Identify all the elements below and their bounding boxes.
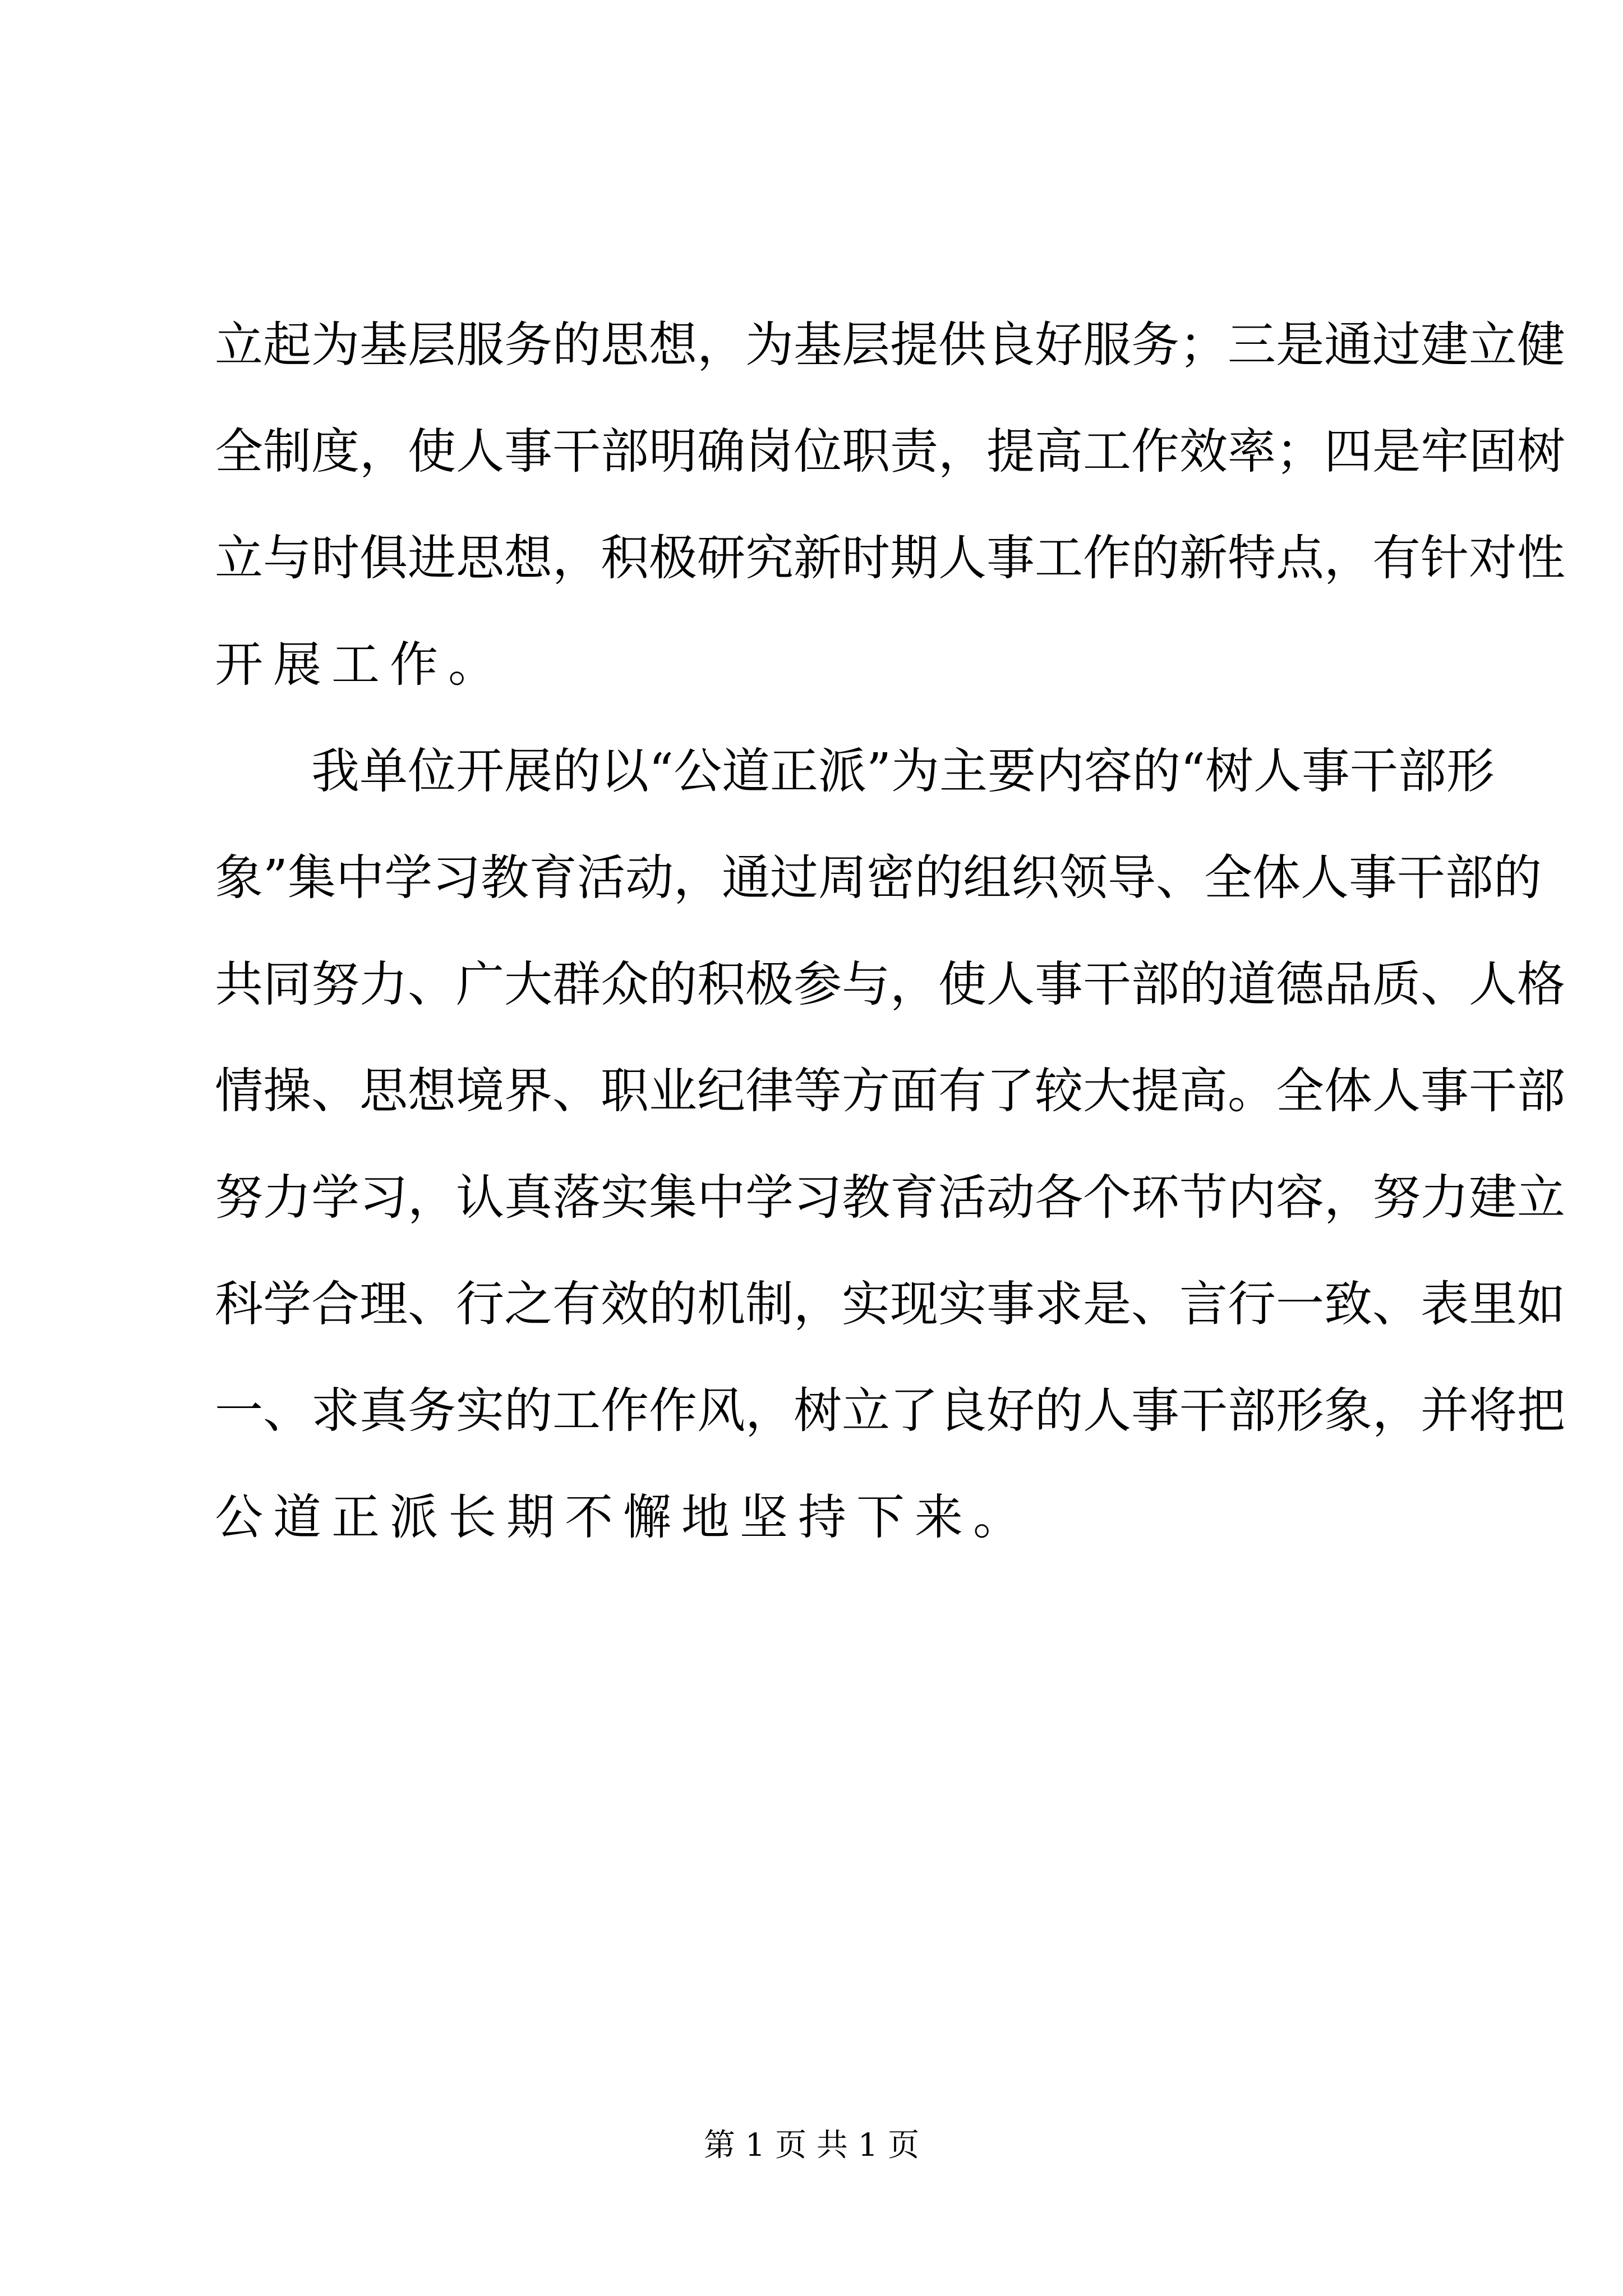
page-number-footer: 第 1 页 共 1 页 <box>703 2127 920 2164</box>
paragraph-2-line-3: 共 同 努 力 、 广 大 群 众 的 积 极 参 与 ， 使 人 事 干 部 的 道 德 品 质 、 人 格 <box>215 956 1565 1013</box>
paragraph-2-line-2: 象 ” 集 中 学 习 教 育 活 动 ， 通 过 周 密 的 组 织 领 导 、 全 体 人 事 干 部 的 <box>215 850 1542 906</box>
paragraph-2-line-7: 一 、 求 真 务 实 的 工 作 作 风 ， 树 立 了 良 好 的 人 事 干 部 形 象 ， 并 将 把 <box>215 1383 1565 1439</box>
paragraph-1-line-2: 全 制 度 ， 使 人 事 干 部 明 确 岗 位 职 责 ， 提 高 工 作 效 率 ； 四 是 牢 固 树 <box>215 424 1565 480</box>
document-body <box>215 292 1565 1571</box>
paragraph-1-line-1: 立 起 为 基 层 服 务 的 思 想 ， 为 基 层 提 供 良 好 服 务 ； 三 是 通 过 建 立 健 <box>215 317 1565 373</box>
paragraph-2-line-4: 情 操 、 思 想 境 界 、 职 业 纪 律 等 方 面 有 了 较 大 提 高 。 全 体 人 事 干 部 <box>215 1063 1565 1119</box>
paragraph-2-line-1: 我 单 位 开 展 的 以 “ 公 道 正 派 ” 为 主 要 内 容 的 “ 树 人 事 干 部 形 <box>311 743 1495 799</box>
paragraph-2-line-6: 科 学 合 理 、 行 之 有 效 的 机 制 ， 实 现 实 事 求 是 、 言 行 一 致 、 表 里 如 <box>215 1276 1565 1332</box>
paragraph-2-line-8: 公道正派长期不懈地坚持下来。 <box>215 1489 1031 1545</box>
paragraph-1-line-4: 开展工作。 <box>215 637 506 693</box>
paragraph-2-line-5: 努 力 学 习 ， 认 真 落 实 集 中 学 习 教 育 活 动 各 个 环 节 内 容 ， 努 力 建 立 <box>215 1170 1565 1226</box>
paragraph-1-line-3: 立 与 时 俱 进 思 想 ， 积 极 研 究 新 时 期 人 事 工 作 的 新 特 点 ， 有 针 对 性 <box>215 530 1565 586</box>
